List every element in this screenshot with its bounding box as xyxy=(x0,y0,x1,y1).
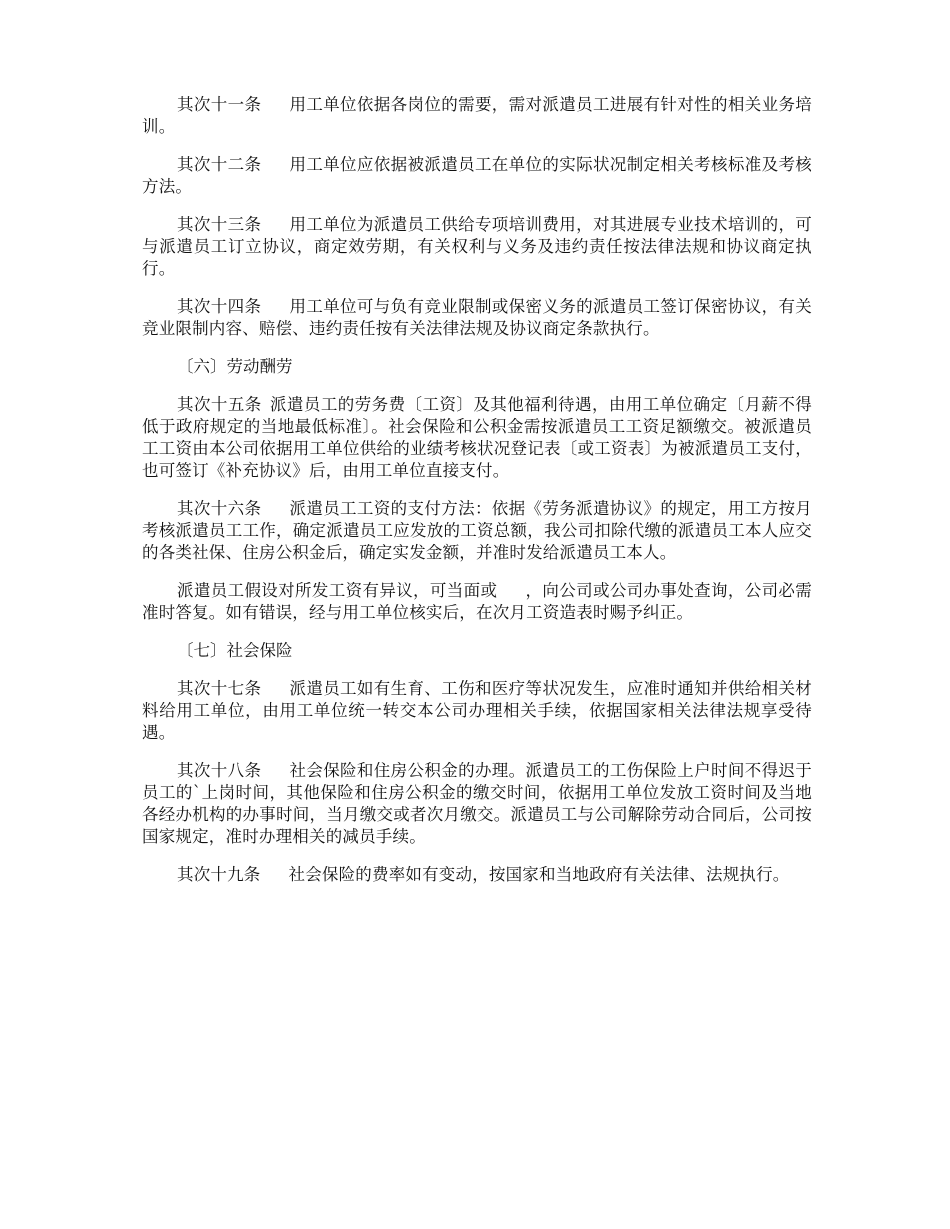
article-number: 其次十九条 xyxy=(177,865,261,884)
article-number: 其次十二条 xyxy=(177,155,262,174)
section-heading-labor-pay: 〔六〕劳动酬劳 xyxy=(177,357,293,376)
article-22 xyxy=(142,154,812,198)
dispute-text-part-1: 派遣员工假设对所发工资有异议，可当面或 xyxy=(177,581,498,600)
section-heading-social-insurance: 〔七〕社会保险 xyxy=(177,641,293,660)
article-text: 派遣员工工资的支付方法：依据《劳务派遣协议》的规定，用工方按月考核派遣员工工作，确定派遣员工应发放的工资总额，我公司扣除代缴的派遣员工本人应交的各类社保、住房公积金后，确定实发金额，并准时发给派遣员工本人。 xyxy=(142,499,813,562)
article-text: 用工单位可与负有竞业限制或保密义务的派遣员工签订保密协议，有关竞业限制内容、赔偿、违约责任按有关法律法规及协议商定条款执行。 xyxy=(142,297,813,338)
article-27 xyxy=(142,678,812,744)
dispute-text-part-2: ，向公司或公司办事处查询，公司必需准时答复。如有错误，经与用工单位核实后，在次月工资造表时赐予纠正。 xyxy=(142,581,812,622)
article-29 xyxy=(142,864,812,886)
wage-dispute-paragraph xyxy=(142,580,812,624)
article-28 xyxy=(142,760,812,848)
article-26 xyxy=(142,498,812,564)
article-number: 其次十八条 xyxy=(177,761,262,780)
article-text: 用工单位依据各岗位的需要，需对派遣员工进展有针对性的相关业务培训。 xyxy=(142,95,813,136)
article-text: 用工单位应依据被派遣员工在单位的实际状况制定相关考核标准及考核方法。 xyxy=(142,155,813,196)
article-text: 派遣员工的劳务费〔工资〕及其他福利待遇，由用工单位确定〔月薪不得低于政府规定的当地最低标准〕。社会保险和公积金需按派遣员工工资足额缴交。被派遣员工工资由本公司依据用工单位供给的业绩考核状况登记表〔或工资表〕为被派遣员工支付，也可签订《补充协议》后，由用工单位直接支付。 xyxy=(142,395,812,480)
article-24 xyxy=(142,296,812,340)
article-text: 社会保险和住房公积金的办理。派遣员工的工伤保险上户时间不得迟于员工的`上岗时间，其他保险和住房公积金的缴交时间，依据用工单位发放工资时间及当地各经办机构的办事时间，当月缴交或者次月缴交。派遣员工与公司解除劳动合同后，公司按国家规定，准时办理相关的减员手续。 xyxy=(142,761,813,846)
article-number: 其次十一条 xyxy=(177,95,262,114)
article-21 xyxy=(142,94,812,138)
article-number: 其次十四条 xyxy=(177,297,262,316)
article-25 xyxy=(142,394,812,482)
article-text: 社会保险的费率如有变动，按国家和当地政府有关法律、法规执行。 xyxy=(288,865,790,884)
article-number: 其次十五条 xyxy=(177,395,262,414)
article-number: 其次十三条 xyxy=(177,215,262,234)
article-23 xyxy=(142,214,812,280)
article-text: 用工单位为派遣员工供给专项培训费用，对其进展专业技术培训的，可与派遣员工订立协议，商定效劳期，有关权利与义务及违约责任按法律法规和协议商定执行。 xyxy=(142,215,813,278)
article-text: 派遣员工如有生育、工伤和医疗等状况发生，应准时通知并供给相关材料给用工单位，由用工单位统一转交本公司办理相关手续，依据国家相关法律法规享受待遇。 xyxy=(142,679,813,742)
article-number: 其次十七条 xyxy=(177,679,262,698)
article-number: 其次十六条 xyxy=(177,499,262,518)
